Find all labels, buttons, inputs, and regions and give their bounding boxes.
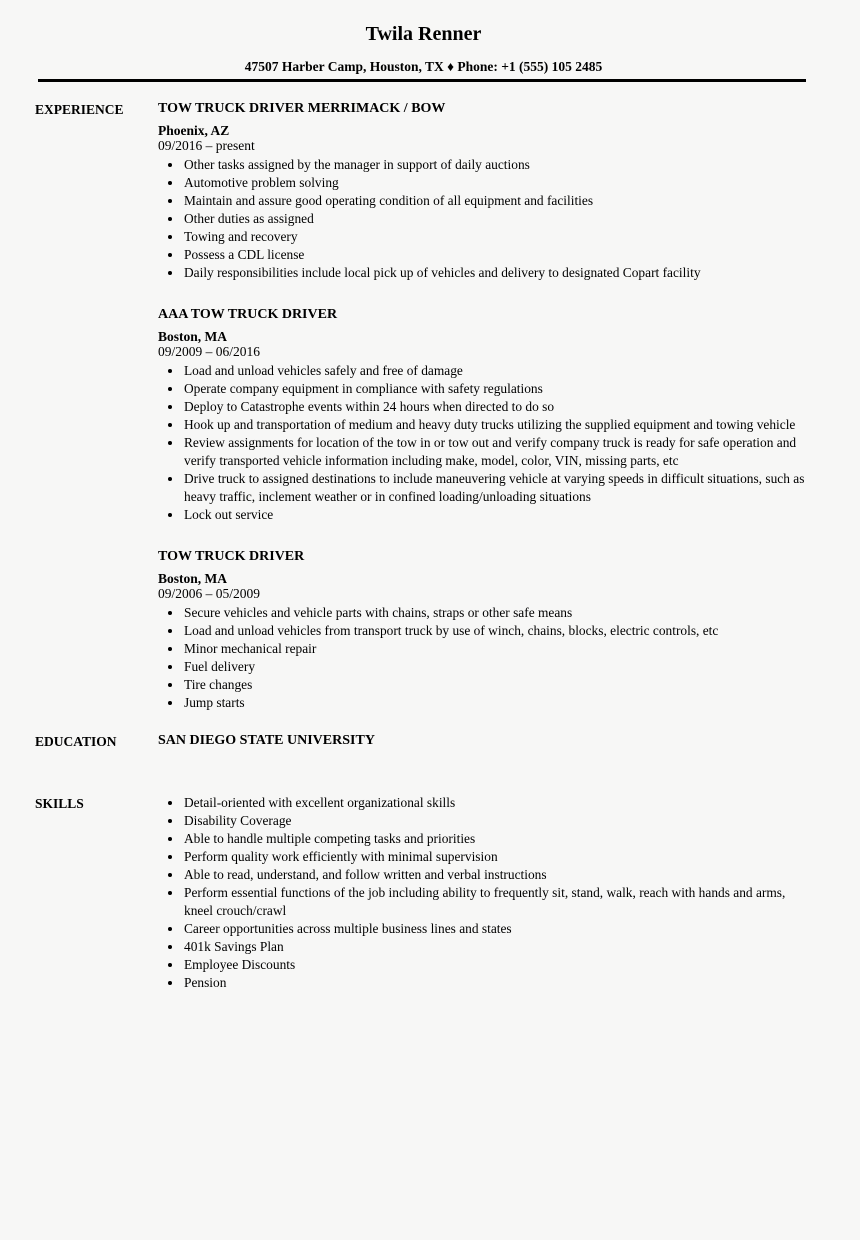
bullet-item: • Automotive problem solving xyxy=(183,174,812,192)
contact-line: 47507 Harber Camp, Houston, TX ♦ Phone: +1 (555) 105 2485 xyxy=(244,59,603,74)
job-location: Phoenix, AZ xyxy=(158,123,230,138)
bullet-item: • Deploy to Catastrophe events within 24 hours when directed to do so xyxy=(183,398,812,416)
bullet-item: • Employee Discounts xyxy=(183,956,812,974)
education-section-label: EDUCATION xyxy=(35,734,117,749)
job-entry xyxy=(158,548,812,712)
job-bullet-list xyxy=(158,604,812,712)
bullet-item: • Possess a CDL license xyxy=(183,246,812,264)
bullet-item: • Operate company equipment in compliance with safety regulations xyxy=(183,380,812,398)
job-title: TOW TRUCK DRIVER xyxy=(158,549,305,564)
job-location: Boston, MA xyxy=(158,571,228,586)
bullet-item: • Perform essential functions of the job including ability to frequently sit, stand, walk, reach with hands and arms, kneel crouch/crawl xyxy=(183,884,812,920)
education-section xyxy=(35,732,812,750)
job-title: AAA TOW TRUCK DRIVER xyxy=(158,307,338,322)
bullet-item: • Disability Coverage xyxy=(183,812,812,830)
bullet-item: • Maintain and assure good operating condition of all equipment and facilities xyxy=(183,192,812,210)
job-dates: 09/2009 – 06/2016 xyxy=(158,344,261,359)
job-title: TOW TRUCK DRIVER MERRIMACK / BOW xyxy=(158,101,446,116)
bullet-item: • Able to read, understand, and follow written and verbal instructions xyxy=(183,866,812,884)
candidate-name: Twila Renner xyxy=(365,23,482,45)
experience-section-label: EXPERIENCE xyxy=(35,102,124,117)
bullet-item: • Jump starts xyxy=(183,694,812,712)
job-bullet-list xyxy=(158,156,812,282)
bullet-item: • Load and unload vehicles safely and free of damage xyxy=(183,362,812,380)
job-dates: 09/2006 – 05/2009 xyxy=(158,586,261,601)
bullet-item: • Other duties as assigned xyxy=(183,210,812,228)
bullet-item: • Minor mechanical repair xyxy=(183,640,812,658)
job-dates: 09/2016 – present xyxy=(158,138,255,153)
bullet-item: • Pension xyxy=(183,974,812,992)
bullet-item: • Daily responsibilities include local pick up of vehicles and delivery to designated Copart facility xyxy=(183,264,812,282)
bullet-item: • Drive truck to assigned destinations to include maneuvering vehicle at varying speeds in difficult situations, such as heavy traffic, inclement weather or in confined loading/unloading situations xyxy=(183,470,812,506)
skills-section-content xyxy=(158,794,812,992)
school-name: SAN DIEGO STATE UNIVERSITY xyxy=(158,733,375,748)
experience-section-content xyxy=(158,100,812,712)
bullet-item: • Able to handle multiple competing tasks and priorities xyxy=(183,830,812,848)
bullet-item: • Detail-oriented with excellent organizational skills xyxy=(183,794,812,812)
resume-header xyxy=(35,0,812,82)
bullet-item: • Review assignments for location of the tow in or tow out and verify company truck is ready for safe operation and verify transported vehicle information including make, model, color, VIN, missing parts, etc xyxy=(183,434,812,470)
bullet-item: • Load and unload vehicles from transport truck by use of winch, chains, blocks, electric controls, etc xyxy=(183,622,812,640)
bullet-item: • Secure vehicles and vehicle parts with chains, straps or other safe means xyxy=(183,604,812,622)
experience-section xyxy=(35,100,812,712)
bullet-item: • Perform quality work efficiently with minimal supervision xyxy=(183,848,812,866)
job-entry xyxy=(158,100,812,282)
bullet-item: • Tire changes xyxy=(183,676,812,694)
job-location: Boston, MA xyxy=(158,329,228,344)
resume-document xyxy=(35,0,812,992)
skills-section xyxy=(35,794,812,992)
skills-section-label: SKILLS xyxy=(35,796,84,811)
bullet-item: • Towing and recovery xyxy=(183,228,812,246)
bullet-item: • Fuel delivery xyxy=(183,658,812,676)
header-divider xyxy=(38,79,806,82)
bullet-item: • Hook up and transportation of medium and heavy duty trucks utilizing the supplied equipment and towing vehicle xyxy=(183,416,812,434)
bullet-item: • 401k Savings Plan xyxy=(183,938,812,956)
education-section-content xyxy=(158,732,812,749)
bullet-item: • Other tasks assigned by the manager in support of daily auctions xyxy=(183,156,812,174)
bullet-item: • Career opportunities across multiple business lines and states xyxy=(183,920,812,938)
job-entry xyxy=(158,306,812,524)
skills-bullet-list xyxy=(158,794,812,992)
bullet-item: • Lock out service xyxy=(183,506,812,524)
job-bullet-list xyxy=(158,362,812,524)
